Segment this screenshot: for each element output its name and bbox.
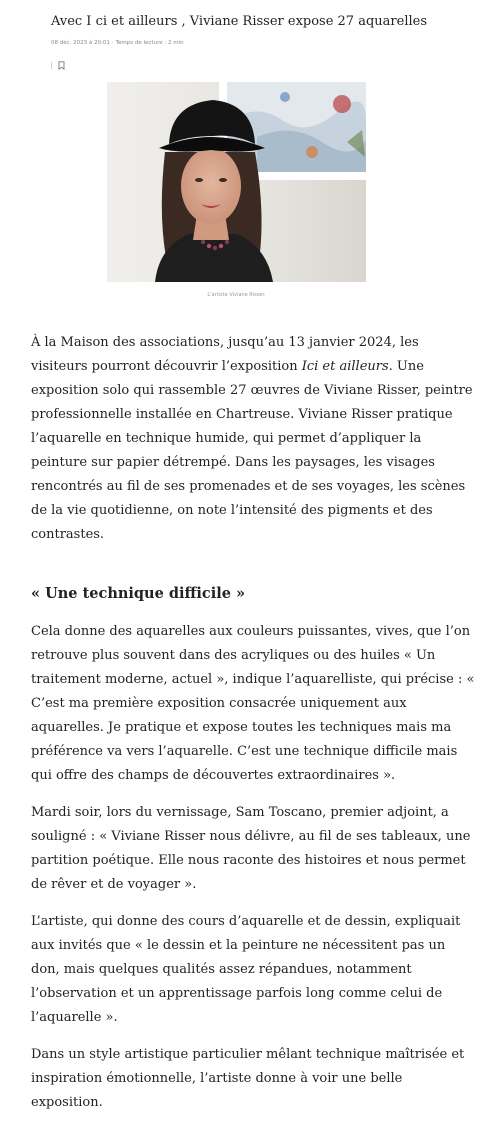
- body-paragraph: Dans un style artistique particulier mêlant technique maîtrisée et inspiration émotionnelle, l’artiste donne à voir une belle exposition.: [31, 1047, 465, 1110]
- body-paragraph: Cela donne des aquarelles aux couleurs puissantes, vives, que l’on retrouve plus souvent dans des acryliques ou des huiles « Un traitement moderne, actuel », indique l’aquarelliste, qui précise : « C’est ma première exposition consacrée uniquement aux aquarelles. Je pratique et expose toutes les techniques mais ma préférence va vers l’aquarelle. C’est une technique difficile mais qui offre des champs de découvertes extraordinaires ».: [31, 624, 475, 783]
- article-date: 08 déc. 2023 à 20:01: [51, 40, 110, 46]
- article-actions: [51, 59, 65, 71]
- exhibition-name: Ici et ailleurs: [301, 359, 389, 374]
- reading-time: Temps de lecture : 2 min: [115, 40, 184, 46]
- article-meta: [51, 40, 184, 46]
- body-paragraph: L’artiste, qui donne des cours d’aquarelle et de dessin, expliquait aux invités que « le dessin et la peinture ne nécessitent pas un don, mais quelques qualités assez répandues, notamment l’observation et un apprentissage parfois long comme celui de l’aquarelle ».: [31, 914, 461, 1025]
- intro-paragraph: [31, 331, 476, 547]
- section-subheading: « Une technique difficile »: [31, 585, 246, 602]
- article-image: [107, 82, 366, 282]
- image-caption: L'artiste Viviane Risser.: [207, 292, 266, 298]
- actions-divider: [51, 62, 52, 69]
- intro-text-part2: . Une exposition solo qui rassemble 27 œuvres de Viviane Risser, peintre professionnelle installée en Chartreuse. Viviane Risser pratique l’aquarelle en technique humide, qui permet d’appliquer la peinture sur papier détrempé. Dans les paysages, les visages rencontrés au fil de ses promenades et de ses voyages, les scènes de la vie quotidienne, on note l’intensité des pigments et des contrastes.: [31, 359, 473, 542]
- article-body: [31, 331, 476, 1128]
- intro-text-part1: À la Maison des associations, jusqu’au 13 janvier 2024, les visiteurs pourront découvrir l’exposition: [31, 335, 419, 374]
- portrait-photo: [107, 82, 366, 282]
- article-title: Avec I ci et ailleurs , Viviane Risser expose 27 aquarelles: [51, 14, 427, 29]
- bookmark-icon[interactable]: [58, 61, 65, 70]
- meta-separator: ·: [111, 40, 114, 46]
- body-paragraph: Mardi soir, lors du vernissage, Sam Toscano, premier adjoint, a souligné : « Viviane Risser nous délivre, au fil de ses tableaux, une partition poétique. Elle nous raconte des histoires et nous permet de rêver et de voyager ».: [31, 805, 471, 892]
